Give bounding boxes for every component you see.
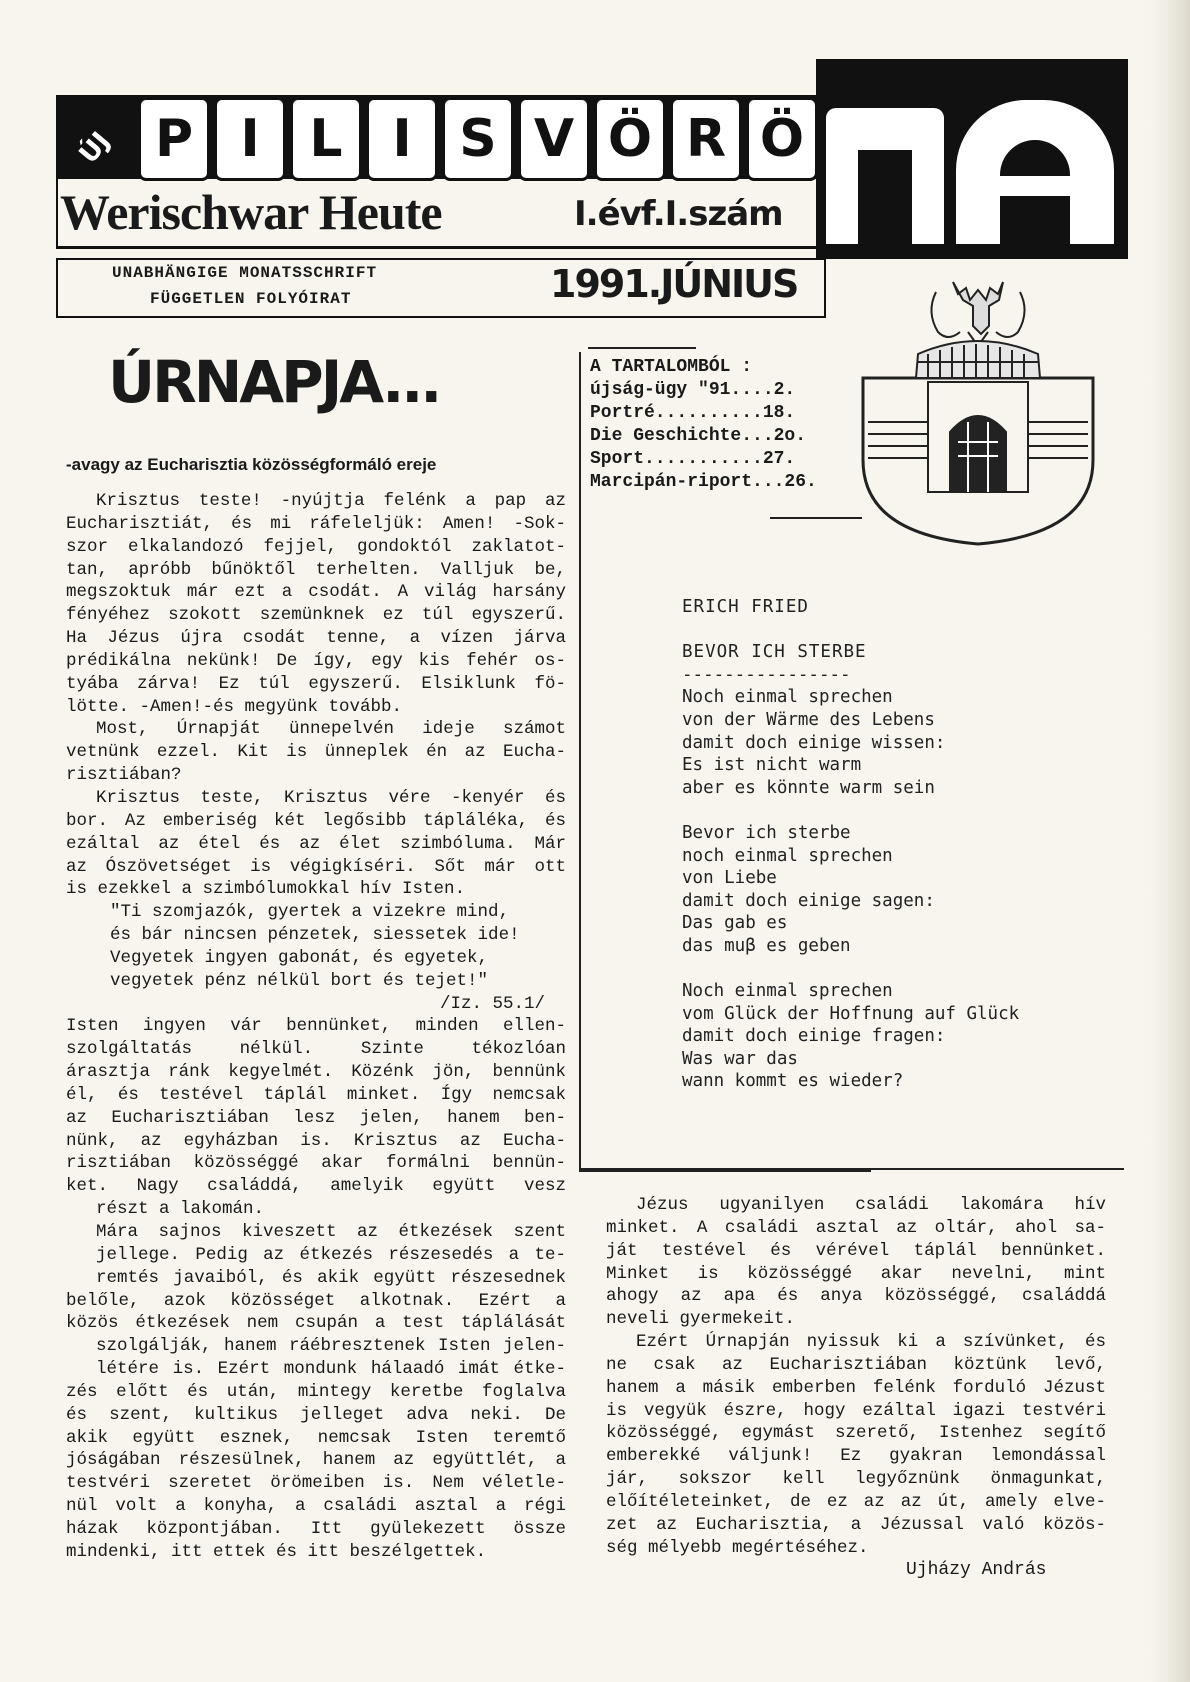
article-line: közösséggé, egymást szerető, Istenhez segítő: [606, 1423, 1106, 1444]
coat-of-arms-icon: [858, 272, 1098, 546]
article-line: neveli gyermekeit.: [606, 1309, 796, 1330]
article-line: risztiában?: [66, 765, 182, 786]
poem: [682, 596, 1019, 1093]
article-line: is vegyük észre, hogy ezáltal igazi testvéri: [606, 1400, 1106, 1421]
article-line: lötte. -Amen!-és megyünk tovább.: [66, 696, 403, 717]
article-line: ahogy az apa és anya közösséggé, családdá: [606, 1286, 1106, 1307]
article-line: az Eucharisztiában lesz jelen, hanem ben-: [66, 1107, 566, 1128]
poem-line: wann kommt es wieder?: [682, 1071, 904, 1092]
poem-line: Bevor ich sterbe: [682, 822, 851, 843]
article-line: tan, apróbb bűnöktől terhelten. Valljuk be,: [66, 559, 566, 580]
tagline-hungarian: FÜGGETLEN FOLYÓIRAT: [150, 290, 352, 308]
poem-line: von Liebe: [682, 868, 777, 889]
masthead-subtitle: Werischwar Heute: [60, 184, 442, 240]
article-line: nünk, az egyházban is. Krisztus az Eucha-: [66, 1130, 566, 1151]
article-line: ket. Nagy családdá, amelyik együtt vesz: [66, 1176, 566, 1197]
article-line: Mára sajnos kiveszett az étkezések szent: [96, 1222, 566, 1242]
poem-title-underline: ----------------: [682, 664, 851, 685]
article-line: minket. A családi asztal az oltár, ahol sa-: [606, 1217, 1106, 1238]
poem-line: noch einmal sprechen: [682, 845, 893, 866]
article-line: Ezért Úrnapján nyissuk ki a szívünket, és: [636, 1332, 1106, 1353]
contents-item: újság-ügy "91....2.: [590, 380, 796, 400]
article-line: belőle, azok közösséget alkotnak. Ezért a: [66, 1290, 566, 1311]
article-left-column: [66, 490, 566, 1564]
contents-item: Sport...........27.: [590, 449, 796, 469]
article-line: zet az Eucharisztia, a Jézussal való közös-: [606, 1514, 1106, 1535]
article-line: előítéleteinket, de ez az az út, amely elve-: [606, 1491, 1106, 1512]
article-right-column: [606, 1194, 1106, 1560]
poem-author: ERICH FRIED: [682, 597, 809, 617]
article-line: vetnünk ezzel. Kit is ünneplek én az Eucha-: [66, 742, 566, 763]
tagline-german: UNABHÄNGIGE MONATSSCHRIFT: [112, 264, 378, 282]
masthead-letter: P: [138, 97, 210, 181]
article-line: ség mélyebb megértéséhez.: [606, 1537, 869, 1558]
article-line: ezáltal az étel és az élet szimbóluma. Már: [66, 833, 566, 854]
poem-line: Noch einmal sprechen: [682, 981, 893, 1002]
poem-line: vom Glück der Hoffnung auf Glück: [682, 1003, 1020, 1024]
article-line: mindenki, itt ettek és itt beszélgettek.: [66, 1541, 487, 1562]
article-line: árasztja ránk kegyelmét. Közénk jön, bennünk: [66, 1062, 566, 1083]
article-line: emberekké váljunk! Ez gyakran lemondással: [606, 1446, 1106, 1467]
article-line: szor elkalandozó fejjel, gondoktól zaklatot-: [66, 536, 566, 557]
article-line: remtés javaiból, és akik együtt részesednek: [96, 1267, 566, 1288]
article-line: jellege. Pedig az étkezés részesedés a te-: [96, 1244, 566, 1265]
article-line: vegyetek pénz nélkül bort és tejet!": [110, 970, 489, 991]
article-line: létére is. Ezért mondunk hálaadó imát étke-: [96, 1359, 566, 1380]
contents-item: Die Geschichte...2o.: [590, 426, 807, 446]
article-line: fényéhez szokott szemünknek ez túl egyszerű.: [66, 605, 566, 626]
masthead-letter: I: [366, 97, 438, 181]
masthead-letter: S: [442, 97, 514, 181]
masthead-letter: V: [518, 97, 590, 181]
article-line: szolgálják, hanem ráébresztenek Isten jelen-: [96, 1336, 566, 1357]
article-line: megszoktuk már ezt a csodát. A világ harsány: [66, 582, 566, 603]
article-line: tyába zárva! Ez túl egyszerű. Elsiklunk fö-: [66, 673, 566, 694]
article-line: jóságában részesülnek, hanem az együttlét, a: [66, 1450, 566, 1471]
binding-edge: [1150, 0, 1190, 1682]
article-line: testvéri szeretet örömeiben is. Nem véletle-: [66, 1473, 566, 1494]
masthead-letter: R: [670, 97, 742, 181]
poem-line: damit doch einige wissen:: [682, 732, 946, 753]
article-line: és bár nincsen pénzetek, siessetek ide!: [110, 925, 520, 946]
article-line: Ha Jézus újra csodát tenne, a vízen járva: [66, 628, 566, 649]
article-line: hanem a másik emberben felénk forduló Jézust: [606, 1377, 1106, 1398]
contents-title: A TARTALOMBÓL :: [590, 357, 753, 377]
poem-line: damit doch einige sagen:: [682, 890, 935, 911]
contents-item: Marcipán-riport...26.: [590, 472, 817, 492]
article-line: ját testével és vérével táplál bennünket.: [606, 1240, 1106, 1261]
article-line: Most, Úrnapját ünnepelvén ideje számot: [96, 719, 566, 740]
issue-date: 1991.JÚNIUS: [550, 262, 798, 306]
article-line: nül volt a konyha, a családi asztal a régi: [66, 1496, 566, 1517]
article-line: jár, sokszor kell legyőznünk önmagunkat,: [606, 1469, 1106, 1490]
article-line: az Ószövetséget is végigkíséri. Sőt már ott: [66, 856, 566, 877]
article-line: közös étkezések nem csupán a test táplálását: [66, 1313, 566, 1334]
article-line: és szent, kultikus jelleget adva neki. De: [66, 1404, 566, 1425]
article-line: Jézus ugyanilyen családi lakomára hív: [636, 1195, 1106, 1215]
article-line: prédikálna nekünk! De így, egy kis fehér os-: [66, 650, 566, 671]
article-line: akik együtt esznek, nemcsak Isten teremtő: [66, 1427, 566, 1448]
article-line: "Ti szomjazók, gyertek a vizekre mind,: [110, 902, 510, 923]
article-headline: ÚRNAPJA...: [108, 348, 440, 416]
article-line: Krisztus teste, Krisztus vére -kenyér és: [96, 787, 566, 808]
article-line: Eucharisztiát, és mi ráfeleljük: Amen! -Sok-: [66, 513, 566, 534]
poem-line: Was war das: [682, 1048, 798, 1069]
article-line: Isten ingyen vár bennünket, minden ellen-: [66, 1016, 566, 1037]
article-line: Minket is közösséggé akar nevelni, mint: [606, 1263, 1106, 1284]
poem-line: damit doch einige fragen:: [682, 1026, 946, 1047]
masthead-letter: Ö: [594, 97, 666, 181]
poem-line: von der Wärme des Lebens: [682, 709, 935, 730]
article-line: /Iz. 55.1/: [440, 993, 546, 1014]
article-line: is ezekkel a szimbólumokkal hív Isten.: [66, 879, 466, 900]
poem-line: Das gab es: [682, 913, 788, 934]
article-line: bor. Az emberiség két legősibb tápláléka, és: [66, 810, 566, 831]
poem-line: aber es könnte warm sein: [682, 777, 935, 798]
article-line: Vegyetek ingyen gabonát, és egyetek,: [110, 947, 489, 968]
poem-title: BEVOR ICH STERBE: [682, 642, 867, 663]
article-line: Krisztus teste! -nyújtja felénk a pap az: [96, 491, 566, 511]
article-line: risztiában közösséggé akar formálni bennün-: [66, 1153, 566, 1174]
masthead-letter: I: [214, 97, 286, 181]
masthead-letter: Ö: [746, 97, 818, 181]
article-line: részt a lakomán.: [96, 1199, 265, 1220]
masthead-uj: ÚJ: [73, 126, 117, 170]
poem-line: Es ist nicht warm: [682, 755, 862, 776]
article-line: él, és testével táplál minket. Így nemcsak: [66, 1084, 566, 1105]
contents-item: Portré..........18.: [590, 403, 796, 423]
article-line: házak központjában. Itt gyülekezett össze: [66, 1518, 566, 1539]
article-line: ne csak az Eucharisztiában köztünk levő,: [606, 1354, 1106, 1375]
article-line: zés előtt és után, mintegy keretbe foglalva: [66, 1381, 566, 1402]
issue-number: I.évf.I.szám: [574, 194, 783, 234]
poem-line: das muβ es geben: [682, 935, 851, 956]
article-subheadline: -avagy az Eucharisztia közösségformáló ereje: [66, 455, 437, 474]
masthead-letter: L: [290, 97, 362, 181]
article-line: szolgáltatás nélkül. Szinte tékozlóan: [66, 1039, 566, 1060]
poem-line: Noch einmal sprechen: [682, 687, 893, 708]
article-signature: Ujházy András: [906, 1560, 1047, 1580]
